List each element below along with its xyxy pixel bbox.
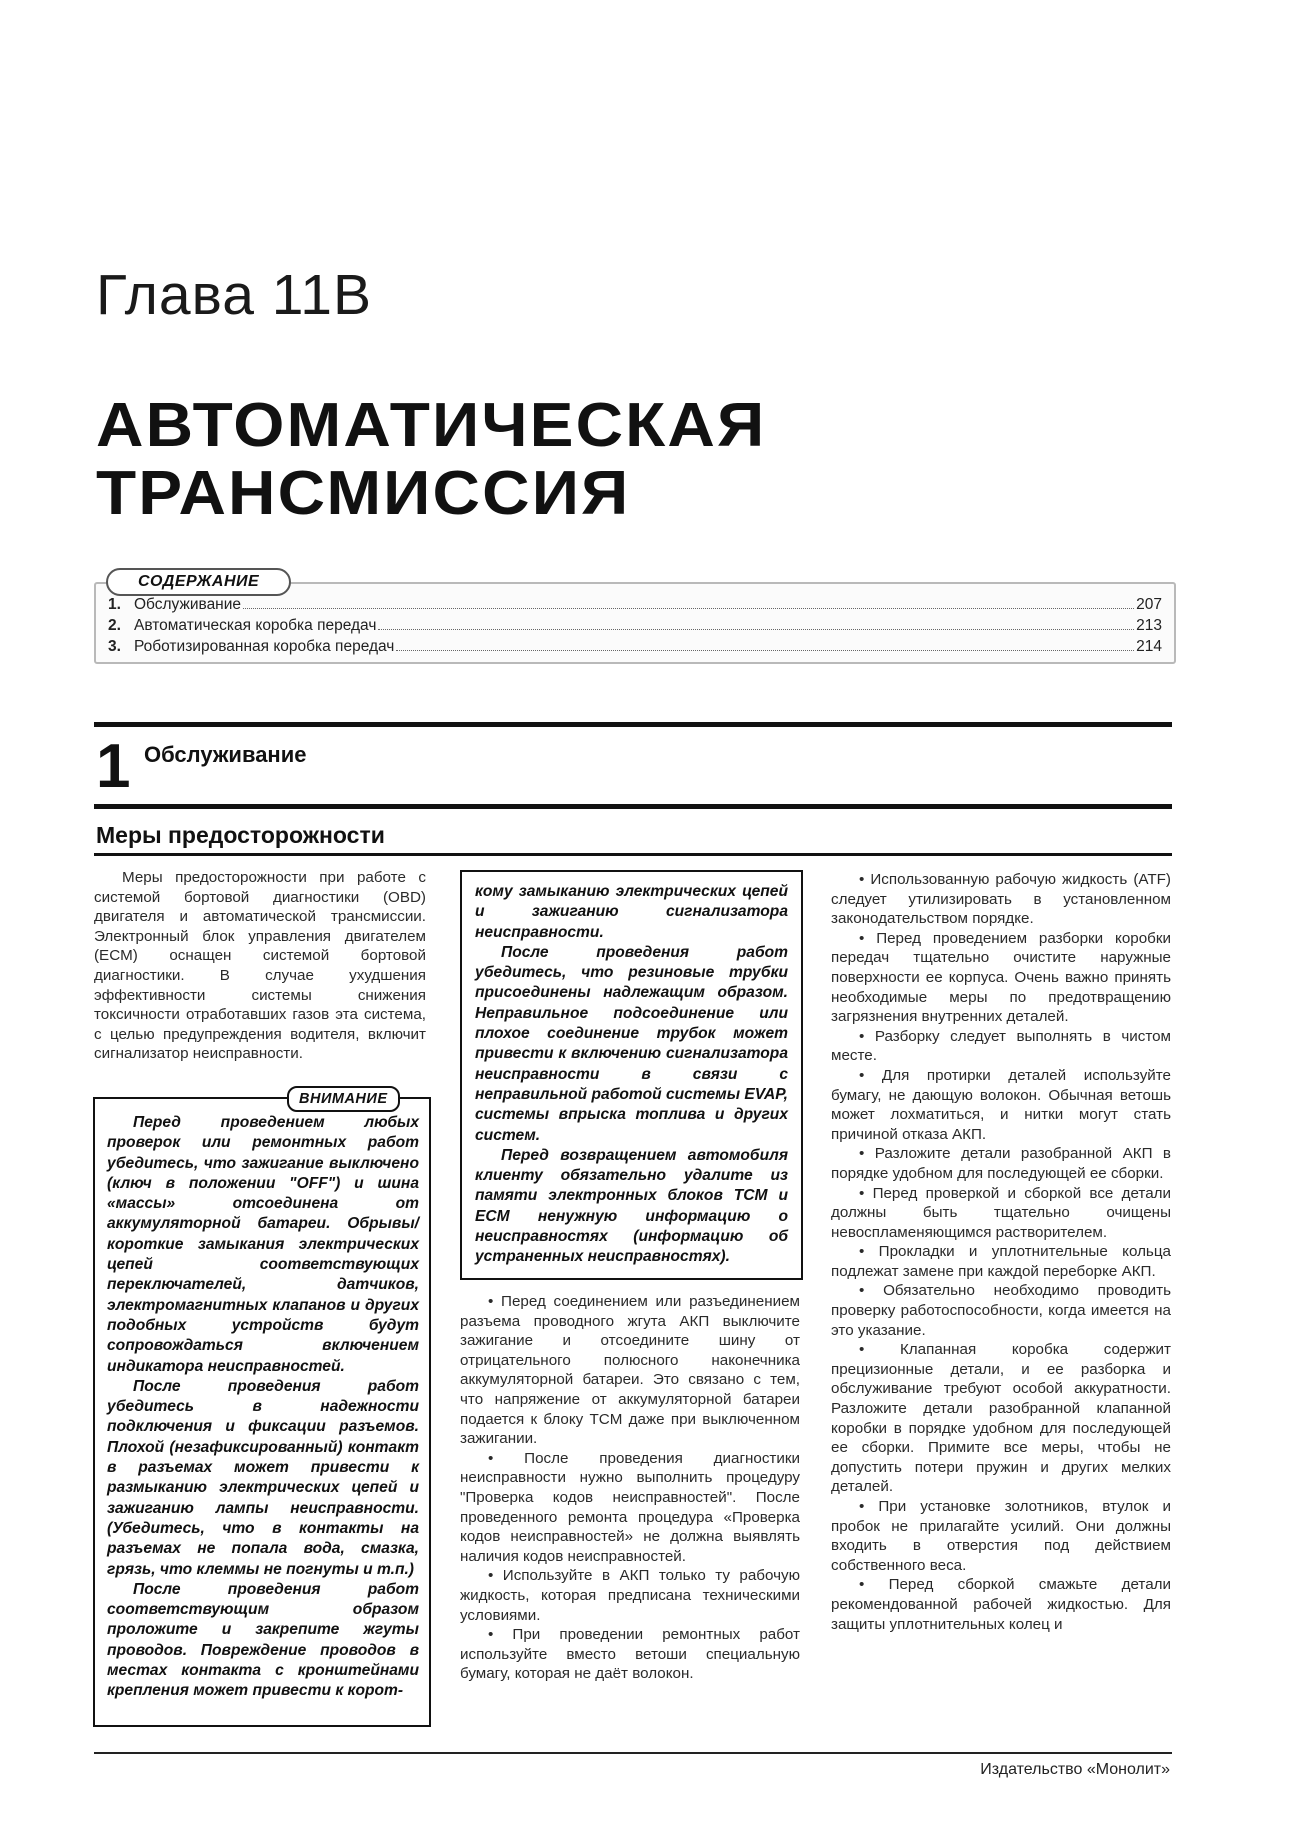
warning-paragraph: После проведения работ соответствующим образом проложите и закрепите жгуты проводов. Повреждение проводов в местах контакта с кронштейнами крепления может привести к корот- [107, 1580, 419, 1700]
bullet-item: • Для протирки деталей используйте бумагу, не дающую волокон. Обычная ветошь может лохматиться, и нитки могут стать причиной отказа АКП. [831, 1066, 1171, 1143]
bullet-item: • Перед проведением разборки коробки передач тщательно очистите наружные поверхности ее корпуса. Очень важно принять необходимые меры по предотвращению загрязнения внутренних деталей. [831, 929, 1171, 1026]
section-divider [94, 722, 1172, 727]
warning-paragraph: Перед проведением любых проверок или ремонтных работ убедитесь, что зажигание выключено (ключ в положении "OFF") и шина «массы» отсоединена от аккумуляторной батареи. Обрывы/короткие замыкания электрических цепей соответствующих переключателей, датчиков, электромагнитных клапанов и других подобных устройств будут сопровождаться включением индикатора неисправностей. [107, 1114, 419, 1375]
bullet-item: • Перед сборкой смажьте детали рекомендованной рабочей жидкостью. Для защиты уплотнительных колец и [831, 1576, 1171, 1633]
bullet-item: • Прокладки и уплотнительные кольца подлежат замене при каждой переборке АКП. [831, 1243, 1171, 1280]
bullet-item: • Клапанная коробка содержит прецизионные детали, и ее разборка и обслуживание требуют особой аккуратности. Разложите детали разобранной клапанной коробки в порядке удобном для последующей ее сборки. Примите все меры, чтобы не допустить потери пружин и других мелких деталей. [831, 1341, 1171, 1496]
intro-paragraph: Меры предосторожности при работе с системой бортовой диагностики (OBD) двигателя и автоматической трансмиссии. Электронный блок управления двигателем (ECM) оснащен системой бортовой диагностики. В случае ухудшения эффективности системы снижения токсичности отработавших газов эта система, с целью предупреждения водителя, включит сигнализатор неисправности. [94, 869, 426, 1063]
column-2 [460, 1292, 800, 1684]
page-title [96, 392, 1156, 528]
toc-item-page: 207 [1136, 596, 1162, 613]
warning-paragraph: После проведения работ убедитесь, что резиновые трубки присоединены надлежащим образом. Неправильное подсоединение или плохое соединение трубок может привести к включению сигнализатора неисправности в связи с неправильной работой системы EVAP, системы впрыска топлива и других систем. [475, 943, 788, 1144]
bullet-item: • Перед соединением или разъединением разъема проводного жгута АКП выключите зажигание и отсоедините шину от отрицательного полюсного наконечника аккумуляторной батареи. Это связано с тем, что напряжение от аккумуляторной батареи подается к блоку TCM даже при выключенном зажигании. [460, 1293, 800, 1448]
section-number: 1 [96, 732, 131, 801]
warning-label: ВНИМАНИЕ [287, 1086, 400, 1112]
warning-paragraph: После проведения работ убедитесь в надежности подключения и фиксации разъемов. Плохой (незафиксированный) контакт в разъемах может привести к размыканию электрических цепей и зажиганию лампы неисправности. (Убедитесь, что в контакты на разъемах не попала вода, смазка, грязь, что клеммы не погнуты и т.п.) [107, 1377, 419, 1578]
footer-divider [94, 1752, 1172, 1754]
toc-label: СОДЕРЖАНИЕ [106, 568, 291, 596]
toc-item[interactable] [108, 596, 1162, 617]
bullet-item: • После проведения диагностики неисправности нужно выполнить процедуру "Проверка кодов неисправностей". После проведенного ремонта процедура «Проверка кодов неисправностей» не должна выявлять наличия кодов неисправностей. [460, 1449, 800, 1565]
bullet-item: • Обязательно необходимо проводить проверку работоспособности, когда имеется на это указание. [831, 1282, 1171, 1339]
bullet-item: • При установке золотников, втулок и пробок не прилагайте усилий. Они должны входить в отверстия под действием собственного веса. [831, 1498, 1171, 1574]
bullet-item: • Используйте в АКП только ту рабочую жидкость, которая предписана техническими условиями. [460, 1567, 800, 1624]
toc-item-number: 3. [108, 638, 121, 655]
bullet-item: • Использованную рабочую жидкость (ATF) следует утилизировать в установленном законодательством порядке. [831, 871, 1171, 928]
toc-leader-dots [378, 629, 1134, 630]
title-line-1: АВТОМАТИЧЕСКАЯ [96, 391, 767, 460]
bullet-item: • При проведении ремонтных работ используйте вместо ветоши специальную бумагу, которая не даёт волокон. [460, 1626, 800, 1683]
subsection-divider [94, 853, 1172, 856]
toc-item-text: Роботизированная коробка передач [134, 638, 395, 655]
bullet-item: • Разложите детали разобранной АКП в порядке удобном для последующей ее сборки. [831, 1145, 1171, 1182]
toc-item-page: 213 [1136, 617, 1162, 634]
table-of-contents [94, 573, 1176, 664]
publisher-footer: Издательство «Монолит» [980, 1761, 1170, 1778]
toc-item-number: 1. [108, 596, 121, 613]
toc-item[interactable] [108, 617, 1162, 638]
toc-item-text: Обслуживание [134, 596, 242, 613]
bullet-item: • Перед проверкой и сборкой все детали должны быть тщательно очищены невоспламеняющимся растворителем. [831, 1184, 1171, 1241]
toc-item-text: Автоматическая коробка передач [134, 617, 377, 634]
section-title: Обслуживание [144, 742, 307, 767]
warning-box [93, 1091, 431, 1727]
toc-leader-dots [243, 608, 1134, 609]
toc-leader-dots [396, 650, 1134, 651]
chapter-heading: Глава 11В [96, 263, 372, 327]
toc-item[interactable] [108, 638, 1162, 659]
toc-item-number: 2. [108, 617, 121, 634]
column-1 [94, 868, 426, 1064]
warning-paragraph: Перед возвращением автомобиля клиенту обязательно удалите из памяти электронных блоков TCM и ECM ненужную информацию о неисправностях (информацию об устраненных неисправностях). [475, 1146, 788, 1266]
subsection-title: Меры предосторожности [96, 822, 385, 848]
warning-paragraph: кому замыканию электрических цепей и зажиганию сигнализатора неисправности. [475, 883, 788, 941]
toc-item-page: 214 [1136, 638, 1162, 655]
warning-box-continued [460, 870, 803, 1280]
bullet-item: • Разборку следует выполнять в чистом месте. [831, 1027, 1171, 1065]
column-3 [831, 870, 1171, 1634]
section-divider-bottom [94, 804, 1172, 809]
title-line-2: ТРАНСМИССИЯ [96, 459, 631, 528]
